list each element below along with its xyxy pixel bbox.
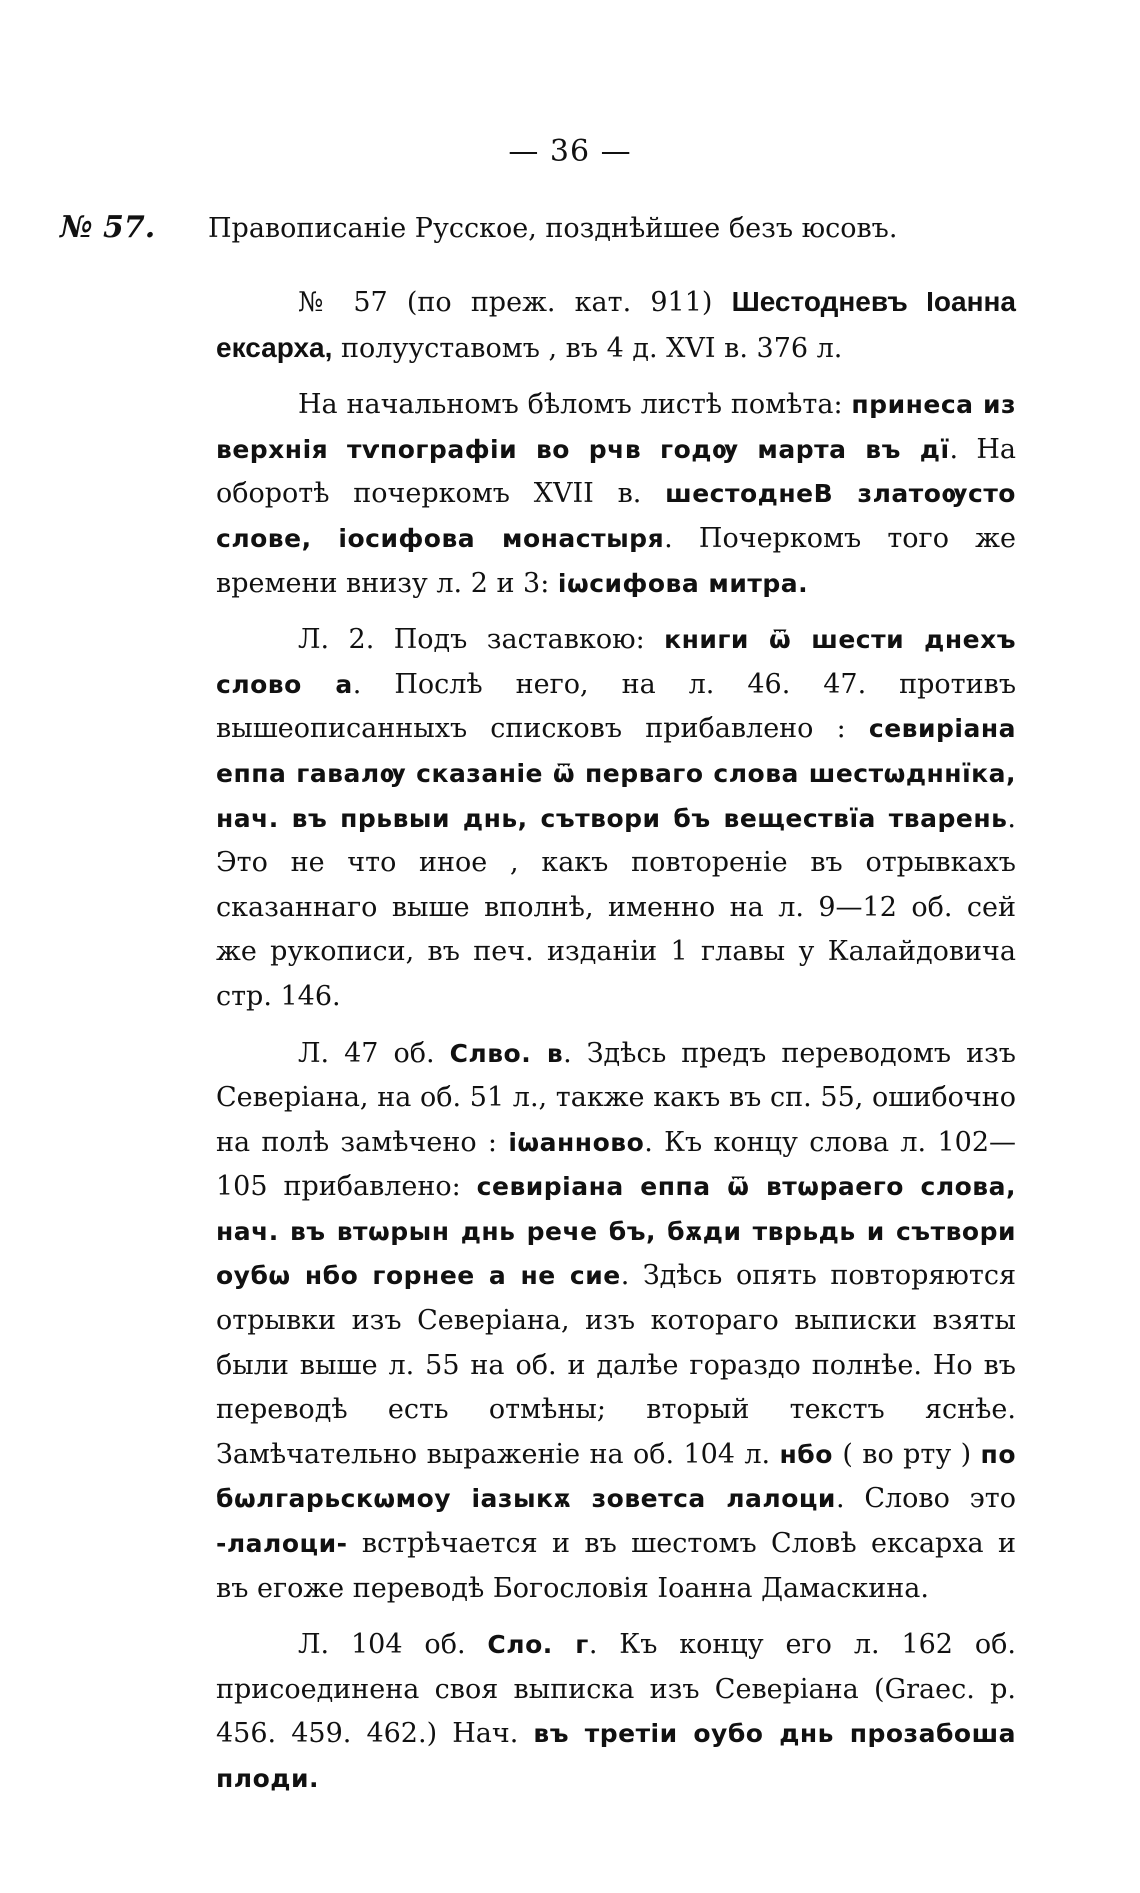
church-slavonic-quote: принеса из верхнія тѵпографіи во рчв годѹ марта въ дї	[216, 390, 1017, 464]
text-run: встрѣчается и въ шестомъ Словѣ ексарха и въ егоже переводѣ Богословія Іоанна Дамаскина.	[216, 1528, 1016, 1604]
church-slavonic-quote: книги ѿ шести днехъ слово а	[216, 625, 1016, 699]
church-slavonic-quote: нбо	[779, 1439, 833, 1469]
body-text	[216, 280, 1016, 1802]
text-run: . На оборотѣ почеркомъ XVII в.	[216, 433, 1016, 510]
church-slavonic-quote: севиріана еппа гавалѹ сказаніе ѿ перваго слова шестωдннїка, нач. въ прьвыи днь, сътвори бъ веществїа тварень	[216, 714, 1016, 833]
paragraph	[216, 1032, 1016, 1612]
text-run: Л. 2. Подъ заставкою:	[298, 624, 665, 656]
text-run: . Это не что иное , какъ повтореніе въ отрывкахъ сказаннаго выше вполнѣ, именно на л. 9—12 об. сей же рукописи, въ печ. изданіи 1 главы у Калайдовича стр. 146.	[216, 802, 1016, 1012]
paragraph	[216, 383, 1016, 606]
church-slavonic-quote: севиріана еппа ѿ втωраего слова, нач. въ втωрын днь рече бъ, бѫди тврьдь и сътвори оубω нбо горнее а не сие	[216, 1172, 1016, 1291]
church-slavonic-quote: іωанново	[508, 1127, 645, 1157]
church-slavonic-quote: въ третіи оубо днь прозабоша плоди.	[216, 1719, 1016, 1793]
text-run: полууставомъ , въ 4 д. XVI в. 376 л.	[332, 332, 843, 364]
text-run: . Почеркомъ того же времени внизу л. 2 и 3:	[216, 522, 1016, 599]
text-run: № 57 (по преж. кат. 911)	[298, 287, 732, 318]
text-run: Л. 47 об.	[298, 1037, 450, 1069]
section-title: Правописаніе Русское, позднѣйшее безъ юсовъ.	[208, 213, 898, 244]
church-slavonic-quote: шестоднеВ златоѹсто слове, іосифова монастыря	[216, 479, 1016, 553]
paragraph	[216, 280, 1016, 371]
text-run: . Здѣсь опять повторяются отрывки изъ Северіана, изъ котораго выписки взяты были выше л. 55 на об. и далѣе гораздо полнѣе. Но въ переводѣ есть отмѣны; вторый текстъ яснѣе. Замѣчательно выраженіе на об. 104 л.	[216, 1260, 1016, 1470]
text-run: Л. 104 об.	[298, 1629, 488, 1661]
page-number: — 36 —	[508, 134, 632, 169]
text-run: . Послѣ него, на л. 46. 47. противъ вышеописанныхъ списковъ прибавлено :	[216, 668, 1016, 745]
text-run: . Къ концу его л. 162 об. присоединена своя выписка изъ Северіана (Graec. p. 456. 459. 462.) Нач.	[216, 1629, 1016, 1750]
section-heading	[60, 210, 1080, 245]
entry-title: Шестодневъ Іоанна ексарха,	[216, 286, 1016, 363]
text-run: . Къ концу слова л. 102—105 прибавлено:	[216, 1126, 1016, 1203]
paragraph	[216, 1623, 1016, 1801]
church-slavonic-quote: -лалоци-	[216, 1529, 348, 1559]
church-slavonic-quote: Сло. г	[487, 1630, 589, 1660]
church-slavonic-quote: іωсифова митра.	[557, 568, 809, 598]
text-run: . Слово это	[835, 1483, 1016, 1515]
text-run: . Здѣсь предъ переводомъ изъ Северіана, на об. 51 л., также какъ въ сп. 55, ошибочно на полѣ замѣчено :	[216, 1037, 1016, 1158]
church-slavonic-quote: Слво. в	[449, 1038, 564, 1068]
text-run: ( во рту )	[832, 1438, 981, 1470]
paragraph	[216, 618, 1016, 1019]
text-run: На начальномъ бѣломъ листѣ помѣта:	[298, 389, 852, 421]
church-slavonic-quote: по бωлгарьскωмоу іазыкѫ зоветса лалоци	[216, 1439, 1016, 1514]
section-number: № 57.	[60, 210, 156, 245]
